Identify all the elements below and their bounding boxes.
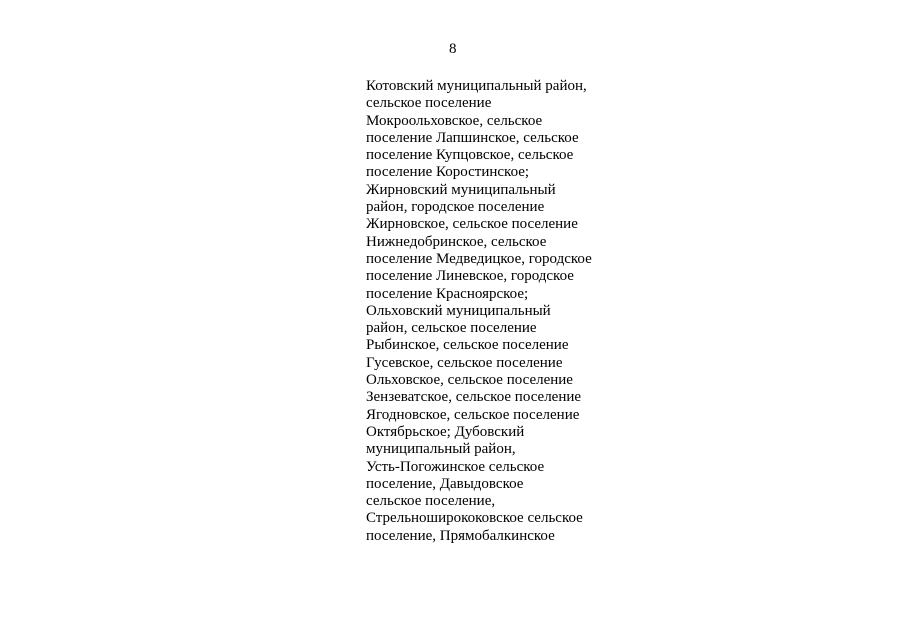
text-line: поселение Коростинское; <box>366 164 530 181</box>
text-line: сельское поселение, <box>366 493 496 510</box>
text-line: Гусевское, сельское поселение <box>366 354 563 371</box>
text-line: сельское поселение <box>366 95 492 112</box>
text-line: поселение, Давыдовское <box>366 475 524 492</box>
text-line: Мокроольховское, сельское <box>366 112 543 129</box>
text-line: Жирновский муниципальный <box>366 181 556 198</box>
text-line: поселение Купцовское, сельское <box>366 147 574 164</box>
text-column <box>366 78 616 545</box>
text-line: Ольховское, сельское поселение <box>366 372 573 389</box>
text-line: Стрельноширококовское сельское <box>366 510 583 527</box>
text-line: Рыбинское, сельское поселение <box>366 337 569 354</box>
text-line: Усть-Погожинское сельское <box>366 458 545 475</box>
text-line: Жирновское, сельское поселение <box>366 216 578 233</box>
text-line: муниципальный район, <box>366 441 516 458</box>
text-line: район, сельское поселение <box>366 320 537 337</box>
text-line: поселение, Прямобалкинское <box>366 527 555 544</box>
text-line: Ольховский муниципальный <box>366 302 551 319</box>
text-line: поселение Линевское, городское <box>366 268 574 285</box>
text-line: Нижнедобринское, сельское <box>366 233 547 250</box>
text-line: район, городское поселение <box>366 199 545 216</box>
page-number: 8 <box>449 41 457 57</box>
text-line: Зензеватское, сельское поселение <box>366 389 582 406</box>
text-line: Октябрьское; Дубовский <box>366 423 525 440</box>
text-line: Ягодновское, сельское поселение <box>366 406 580 423</box>
text-line: поселение Красноярское; <box>366 285 529 302</box>
text-line: поселение Медведицкое, городское <box>366 250 592 267</box>
text-line: поселение Лапшинское, сельское <box>366 129 579 146</box>
text-line: Котовский муниципальный район, <box>366 78 587 94</box>
